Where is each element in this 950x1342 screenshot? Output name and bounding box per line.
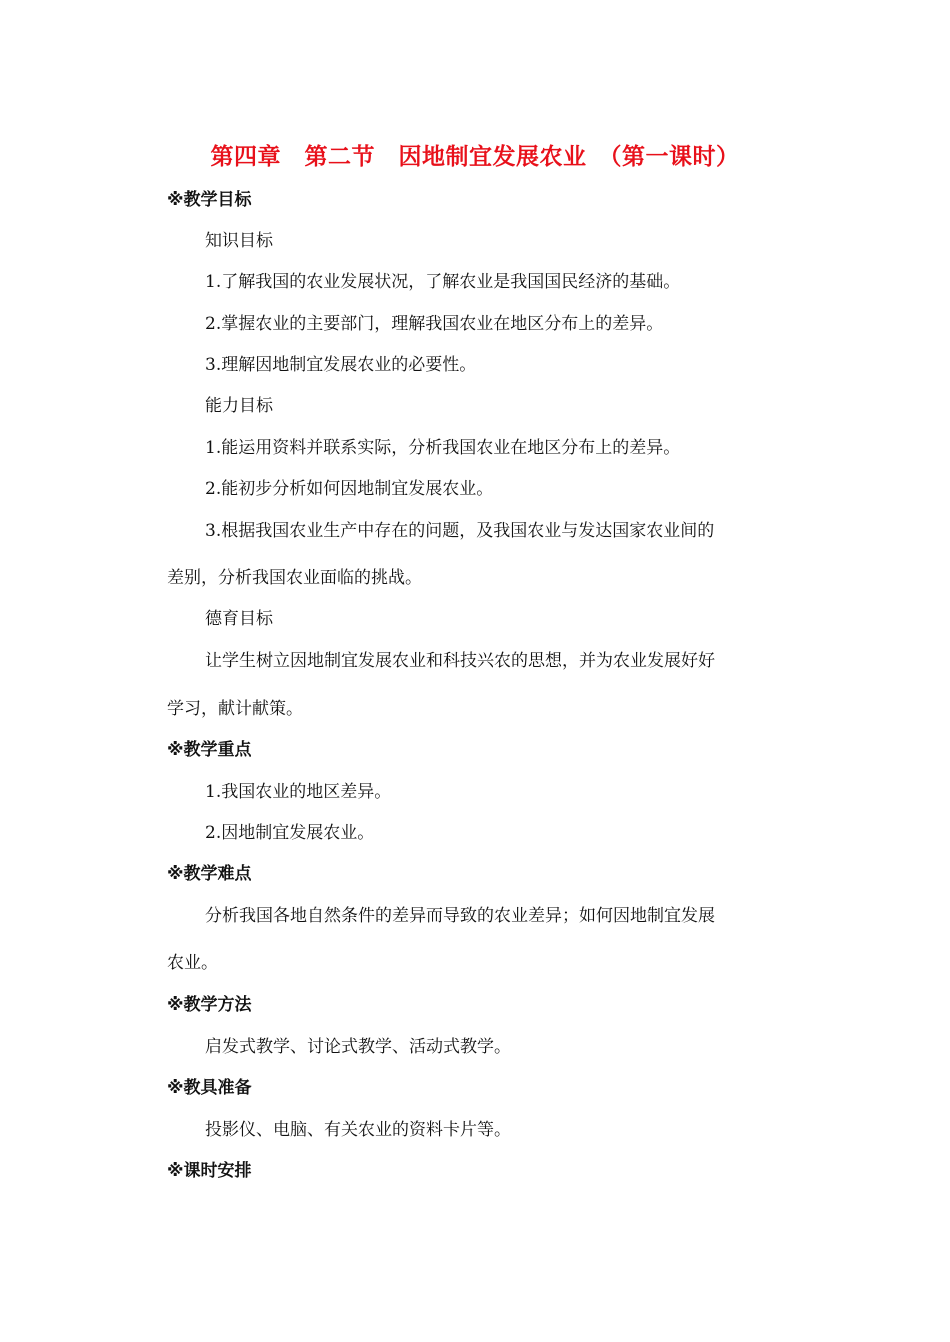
subheading-moral: 德育目标 xyxy=(205,609,273,629)
knowledge-item-1: 1.了解我国的农业发展状况，了解农业是我国国民经济的基础。 xyxy=(205,272,681,292)
section-heading-schedule: ※课时安排 xyxy=(167,1161,252,1181)
section-heading-methods: ※教学方法 xyxy=(167,995,252,1015)
knowledge-item-3: 3.理解因地制宜发展农业的必要性。 xyxy=(205,355,477,375)
methods-text: 启发式教学、讨论式教学、活动式教学。 xyxy=(205,1037,511,1057)
ability-item-3: 3.根据我国农业生产中存在的问题，及我国农业与发达国家农业间的 xyxy=(205,521,715,541)
moral-text-continued: 学习，献计献策。 xyxy=(167,699,303,719)
subheading-ability: 能力目标 xyxy=(205,396,273,416)
ability-item-3-continued: 差别，分析我国农业面临的挑战。 xyxy=(167,568,422,588)
moral-text: 让学生树立因地制宜发展农业和科技兴农的思想，并为农业发展好好 xyxy=(205,651,715,671)
ability-item-1: 1.能运用资料并联系实际，分析我国农业在地区分布上的差异。 xyxy=(205,438,681,458)
difficulty-text-continued: 农业。 xyxy=(167,953,218,973)
tools-text: 投影仪、电脑、有关农业的资料卡片等。 xyxy=(205,1120,511,1140)
section-heading-difficulties: ※教学难点 xyxy=(167,864,252,884)
section-heading-key-points: ※教学重点 xyxy=(167,740,252,760)
knowledge-item-2: 2.掌握农业的主要部门，理解我国农业在地区分布上的差异。 xyxy=(205,314,664,334)
section-heading-objectives: ※教学目标 xyxy=(167,190,252,210)
ability-item-2: 2.能初步分析如何因地制宜发展农业。 xyxy=(205,479,494,499)
key-point-2: 2.因地制宜发展农业。 xyxy=(205,823,375,843)
subheading-knowledge: 知识目标 xyxy=(205,231,273,251)
section-heading-tools: ※教具准备 xyxy=(167,1078,252,1098)
key-point-1: 1.我国农业的地区差异。 xyxy=(205,782,392,802)
document-title: 第四章 第二节 因地制宜发展农业 （第一课时） xyxy=(210,144,740,170)
difficulty-text: 分析我国各地自然条件的差异而导致的农业差异；如何因地制宜发展 xyxy=(205,906,715,926)
